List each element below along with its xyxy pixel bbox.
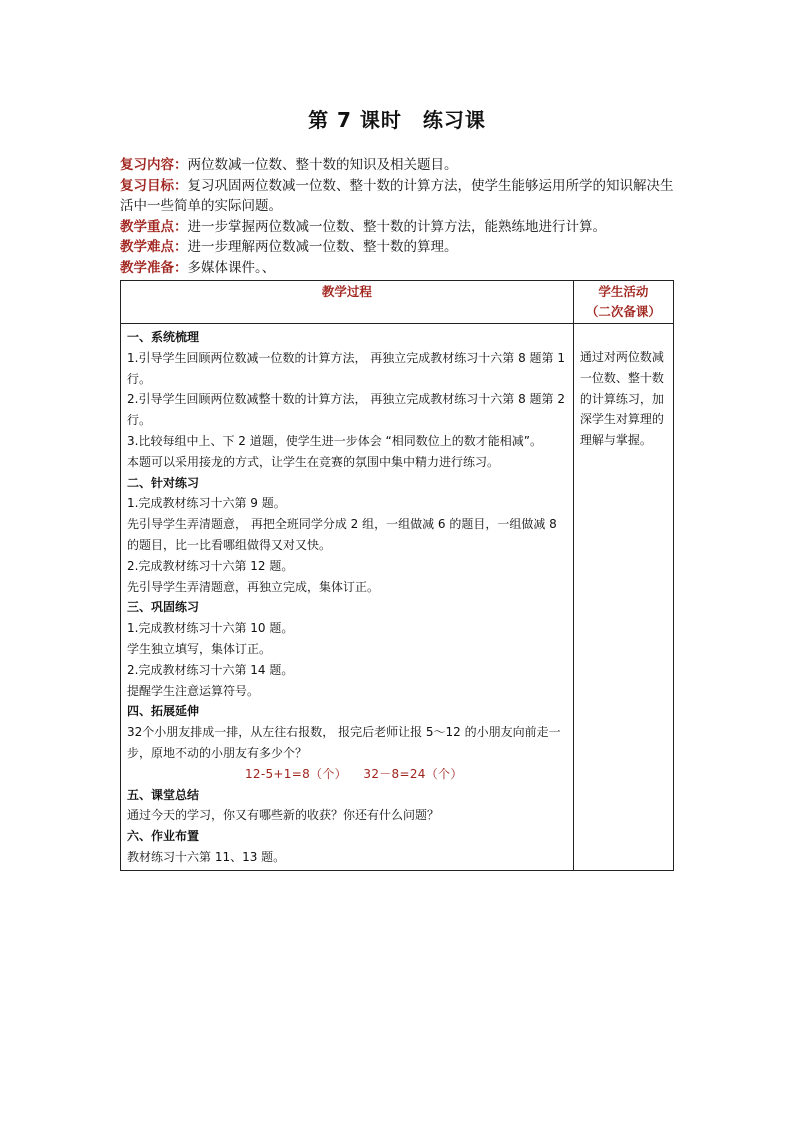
section-heading: 五、课堂总结 (127, 787, 200, 802)
section-heading: 一、系统梳理 (127, 330, 200, 344)
meta-preparation (120, 258, 680, 279)
process-line: 先引导学生弄清题意，再独立完成，集体订正。 (127, 579, 380, 594)
process-line: 32个小朋友排成一排，从左往右报数， 报完后老师让报 5～12 的小朋友向前走一步，原地不动的小朋友有多少个？ (127, 725, 561, 760)
meta-value: 进一步理解两位数减一位数、整十数的算理。 (187, 239, 458, 255)
student-activity-cell: 通过对两位数减一位数、整十数的计算练习，加深学生对算理的理解与掌握。 (573, 324, 673, 871)
meta-value: 进一步掌握两位数减一位数、整十数的计算方法，能熟练地进行计算。 (187, 218, 606, 235)
header-teaching-process: 教学过程 (121, 281, 574, 324)
section-heading: 二、针对练习 (127, 475, 200, 490)
process-line: 1.引导学生回顾两位数减一位数的计算方法， 再独立完成教材练习十六第 8 题第 1 行。 (127, 350, 565, 386)
process-line: 1.完成教材练习十六第 10 题。 (127, 621, 294, 636)
section-heading: 六、作业布置 (127, 829, 200, 844)
header-student-activity-label: 学生活动 (598, 284, 649, 299)
formula-line (127, 764, 567, 785)
table-header-row (121, 281, 674, 324)
meta-review-goal (120, 176, 680, 217)
process-line: 3.比较每组中上、下 2 道题，使学生进一步体会 “相同数位上的数才能相减”。 (127, 433, 542, 448)
meta-label: 教学难点： (120, 239, 188, 255)
teaching-process-cell (121, 324, 574, 871)
process-line: 提醒学生注意运算符号。 (127, 683, 260, 698)
process-line: 1.完成教材练习十六第 9 题。 (127, 496, 286, 511)
formula-expression: 12-5+1=8（个） (245, 766, 347, 781)
header-second-prep-label: （二次备课） (585, 304, 661, 319)
process-line: 通过今天的学习，你又有哪些新的收获？你还有什么问题？ (127, 808, 440, 823)
section-heading: 四、拓展延伸 (127, 704, 200, 719)
section-heading: 三、巩固练习 (127, 600, 200, 615)
process-line: 先引导学生弄清题意， 再把全班同学分成 2 组，一组做减 6 的题目，一组做减 8 的题目，比一比看哪组做得又对又快。 (127, 517, 557, 552)
meta-value: 复习巩固两位数减一位数、整十数的计算方法，使学生能够运用所学的知识解决生活中一些简单的实际问题。 (120, 177, 674, 214)
process-line: 本题可以采用接龙的方式，让学生在竞赛的氛围中集中精力进行练习。 (127, 454, 500, 469)
meta-label: 复习目标： (120, 177, 188, 194)
meta-value: 两位数减一位数、整十数的知识及相关题目。 (187, 157, 458, 173)
lesson-meta (120, 155, 680, 278)
page-title: 第 7 课时 练习课 (308, 108, 486, 132)
process-line: 2.引导学生回顾两位数减整十数的计算方法， 再独立完成教材练习十六第 8 题第 2 行。 (127, 392, 565, 428)
meta-label: 教学重点： (120, 218, 188, 235)
meta-label: 教学准备： (120, 259, 188, 276)
formula-expression: 32－8=24（个） (363, 766, 463, 781)
meta-value: 多媒体课件。、 (187, 259, 276, 276)
process-line: 学生独立填写，集体订正。 (127, 641, 272, 656)
meta-key-point (120, 217, 680, 238)
lesson-table (120, 280, 674, 871)
meta-review-content (120, 155, 680, 176)
process-line: 2.完成教材练习十六第 12 题。 (127, 558, 294, 573)
meta-difficulty (120, 237, 680, 258)
process-line: 教材练习十六第 11、13 题。 (127, 849, 286, 864)
meta-label: 复习内容： (120, 157, 188, 173)
header-student-activity (573, 281, 673, 324)
table-body-row (121, 324, 674, 871)
process-line: 2.完成教材练习十六第 14 题。 (127, 662, 294, 677)
